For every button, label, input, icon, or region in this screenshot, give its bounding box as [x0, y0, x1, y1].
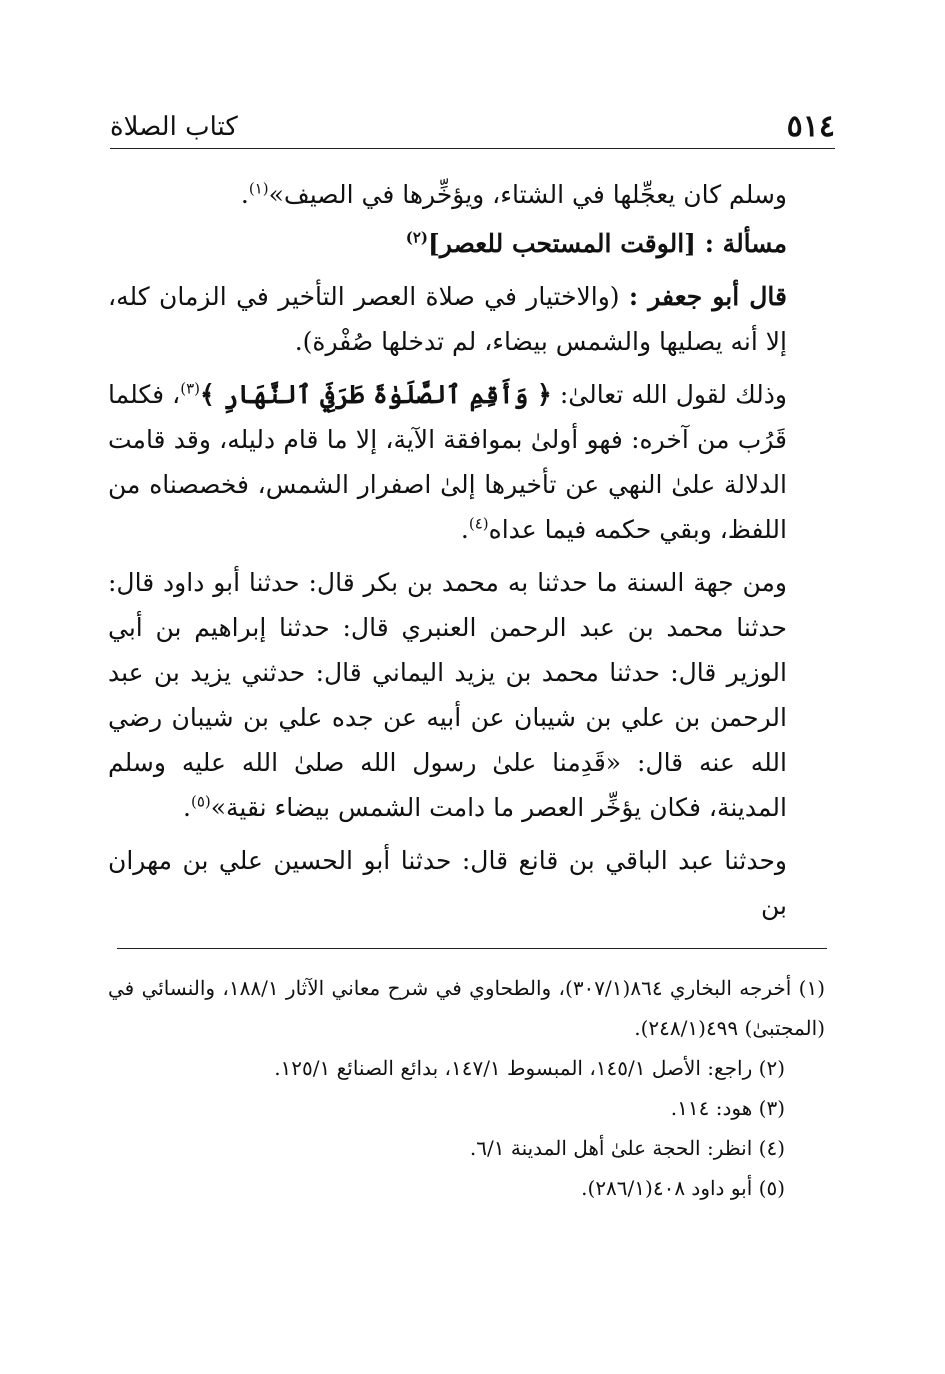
footnote-4: (٤) انظر: الحجة علىٰ أهل المدينة ٦/١. — [469, 1136, 785, 1160]
paragraph-5-text: وحدثنا عبد الباقي بن قانع قال: حدثنا أبو الحسين علي بن مهران بن — [108, 846, 787, 920]
paragraph-4-text: ومن جهة السنة ما حدثنا به محمد بن بكر قال: حدثنا أبو داود قال: حدثنا محمد بن عبد الرحمن العنبري قال: حدثنا إبراهيم بن أبي الوزير قال: حدثنا محمد بن يزيد اليماني قال: حدثني يزيد بن عبد الرحمن بن علي بن شيبان عن أبيه عن جده علي بن شيبان رضي الله عنه قال: «قَدِمنا علىٰ رسول الله صلىٰ الله عليه وسلم المدينة، فكان يؤخِّر العصر ما دامت الشمس بيضاء نقية» — [108, 568, 787, 822]
footnote-1: (١) أخرجه البخاري ٨٦٤(٣٠٧/١)، والطحاوي في شرح معاني الآثار ١٨٨/١، والنسائي في (المجتبىٰ) ٤٩٩(٢٤٨/١). — [108, 976, 825, 1040]
footnotes — [108, 968, 825, 1208]
footnote-ref-5: (٥) — [190, 792, 211, 811]
page-header — [110, 100, 835, 149]
issue-title: [الوقت المستحب للعصر] — [427, 229, 697, 258]
paragraph-3-lead: وذلك لقول الله تعالىٰ: — [559, 380, 787, 409]
quran-verse: ﴿ وَأَقِمِ ٱلصَّلَوٰةَ طَرَفَيِ ٱلنَّهَارِ ﴾ — [200, 380, 552, 409]
paragraph-1 — [108, 172, 827, 217]
paragraph-1-end: . — [240, 180, 249, 209]
footnote-ref-3: (٣) — [180, 379, 201, 398]
speaker-label: قال أبو جعفر : — [628, 282, 787, 311]
chapter-title: كتاب الصلاة — [110, 112, 238, 142]
paragraph-4 — [108, 560, 827, 830]
issue-label: مسألة : — [704, 229, 787, 258]
footnote-3: (٣) هود: ١١٤. — [670, 1096, 785, 1120]
footnote-divider — [117, 948, 827, 949]
paragraph-4-end: . — [183, 793, 191, 822]
footnote-ref-1: (١) — [248, 179, 269, 198]
footnote-ref-4: (٤) — [468, 514, 489, 533]
paragraph-3-end: . — [460, 515, 469, 544]
footnote-2: (٢) راجع: الأصل ١٤٥/١، المبسوط ١٤٧/١، بدائع الصنائع ١٢٥/١. — [274, 1056, 785, 1080]
page-number: ٥١٤ — [786, 109, 835, 144]
footnote-ref-2: (٢) — [405, 228, 428, 247]
paragraph-3-middle: ، فكلما قَرُب من آخره: فهو أولىٰ بموافقة الآية، إلا ما قام دليله، وقد قامت الدلالة علىٰ النهي عن تأخيرها إلىٰ اصفرار الشمس، فخصصناه من اللفظ، وبقي حكمه فيما عداه — [108, 380, 787, 544]
paragraph-5 — [108, 838, 827, 928]
issue-heading — [108, 221, 827, 266]
main-text — [108, 172, 827, 928]
footnote-5: (٥) أبو داود ٤٠٨(٢٨٦/١). — [581, 1176, 785, 1200]
paragraph-2-text: (والاختيار في صلاة العصر التأخير في الزمان كله، إلا أنه يصليها والشمس بيضاء، لم تدخلها صُفْرة). — [108, 282, 787, 356]
paragraph-1-text: وسلم كان يعجِّلها في الشتاء، ويؤخِّرها في الصيف» — [268, 180, 787, 209]
paragraph-2 — [108, 274, 827, 364]
paragraph-3 — [108, 372, 827, 552]
